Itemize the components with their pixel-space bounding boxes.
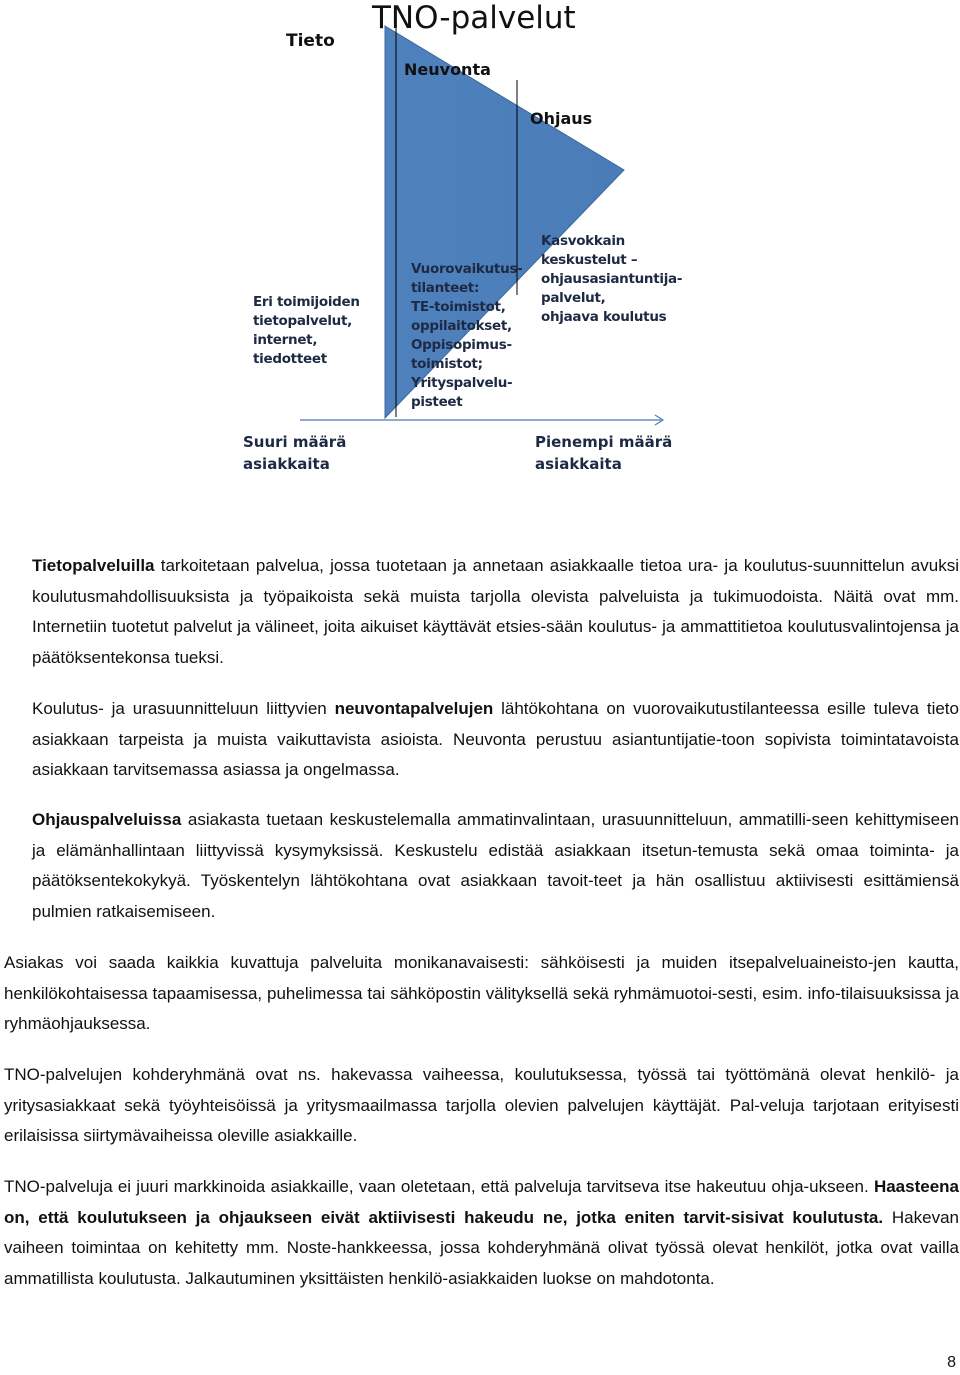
axis-line: Suuri määrä xyxy=(243,433,347,451)
column-line: tietopalvelut, xyxy=(253,313,352,329)
paragraph-text: Koulutus- ja urasuunnitteluun liittyvien xyxy=(32,699,335,718)
paragraph-text: tarkoitetaan palvelua, jossa tuotetaan ja annetaan asiakkaalle tietoa ura- ja koulutus-suunnittelun avuksi koulutusmahdollisuuksista ja työpaikoista sekä muista tarjolla olevista palveluista ja tukimuodoista. Näitä ovat mm. Internetiin tuotetut palvelut ja välineet, joita aikuiset käyttävät etsies-sään koulutus- ja ammattitietoa koulutusvalintojensa ja päätöksentekonsa tueksi. xyxy=(32,556,959,667)
figure-title: TNO-palvelut xyxy=(372,0,576,36)
axis-label-fewer-customers xyxy=(535,431,675,475)
column-line: TE-toimistot, xyxy=(411,299,506,315)
column-line: Yrityspalvelu- xyxy=(411,375,513,391)
axis-label-many-customers xyxy=(243,431,353,475)
column-line: toimistot; xyxy=(411,356,483,372)
column-line: tiedotteet xyxy=(253,351,327,367)
paragraph-text: Hakevan vaiheen toimintaa on kehitetty mm. Noste-hankkeessa, jossa kohderyhmänä olivat työssä olevat henkilöt, jotka ovat vailla ammatillista koulutusta. Jalkautuminen yksittäisten henkilö-asiakkaiden luokse on mahdotonta. xyxy=(4,1207,959,1288)
page-number: 8 xyxy=(947,1354,956,1371)
term-neuvontapalvelujen: neuvontapalvelujen xyxy=(334,699,494,718)
column-line: oppilaitokset, xyxy=(411,318,512,334)
column-line: pisteet xyxy=(411,394,463,410)
axis-line: asiakkaita xyxy=(243,455,330,473)
paragraph-ohjaus xyxy=(32,805,959,927)
level-label-tieto: Tieto xyxy=(286,31,335,51)
level-label-ohjaus: Ohjaus xyxy=(530,109,593,128)
term-ohjauspalveluissa: Ohjauspalveluissa xyxy=(32,810,182,829)
column-line: tilanteet: xyxy=(411,280,480,296)
axis-line: Pienempi määrä xyxy=(535,433,673,451)
column-line: ohjaava koulutus xyxy=(541,309,667,325)
column-line: keskustelut – xyxy=(541,252,638,268)
paragraph-text: lähtökohtana on vuorovaikutustilanteessa esille tuleva tieto asiakkaan tarpeista ja muista vaikuttavista asioista. Neuvonta perustuu asiantuntijatie-toon sopivista toimintatavoista asiakkaan tarvitsemassa asiassa ja ongelmassa. xyxy=(32,699,959,779)
term-tietopalveluilla: Tietopalveluilla xyxy=(32,556,155,575)
paragraph-target-groups xyxy=(4,1060,959,1152)
column-line: Kasvokkain xyxy=(541,233,625,249)
column-tieto-description xyxy=(253,293,393,369)
highlight-challenge: Haasteena on, että koulutukseen ja ohjaukseen eivät aktiivisesti hakeudu ne, jotka eniten tarvit-sisivat koulutusta. xyxy=(4,1177,959,1227)
column-line: Vuorovaikutus- xyxy=(411,261,523,277)
column-line: palvelut, xyxy=(541,290,606,306)
paragraph-neuvonta xyxy=(32,694,959,786)
paragraph-text: Asiakas voi saada kaikkia kuvattuja palveluita monikanavaisesti: sähköisesti ja muiden itsepalveluaineisto-jen kautta, henkilökohtaisessa tapaamisessa, puhelimessa tai sähköpostin välityksellä sekä ryhmämuotoi-sesti, esim. info-tilaisuuksissa ja ryhmäohjauksessa. xyxy=(4,953,959,1033)
column-line: Oppisopimus- xyxy=(411,337,512,353)
column-line: ohjausasiantuntija- xyxy=(541,271,683,287)
paragraph-text: asiakasta tuetaan keskustelemalla ammatinvalintaan, urasuunnitteluun, ammatilli-seen kehittymiseen ja elämänhallintaan liittyvissä kysymyksissä. Keskustelu edistää asiakkaan itsetun-temusta sekä omaa toiminta- ja päätöksentekokykyä. Työskentelyn lähtökohtana ovat asiakkaan tavoit-teet ja hän osallistuu aktiivisesti esittämiensä pulmien ratkaisemiseen. xyxy=(32,810,959,921)
column-line: Eri toimijoiden xyxy=(253,294,360,310)
paragraph-text: TNO-palvelujen kohderyhmänä ovat ns. hakevassa vaiheessa, koulutuksessa, työssä tai työttömänä olevat henkilö- ja yritysasiakkaat sekä työyhteisöissä ja yritysmaailmassa tarjolla olevien palvelujen käyttäjät. Pal-veluja tarjotaan erityisesti erilaisissa siirtymävaiheissa oleville asiakkaille. xyxy=(4,1065,959,1145)
paragraph-challenges xyxy=(4,1172,959,1294)
paragraph-channels xyxy=(4,948,959,1040)
column-ohjaus-description xyxy=(541,232,691,327)
paragraph-tietopalvelut xyxy=(32,551,959,673)
column-line: internet, xyxy=(253,332,318,348)
paragraph-text: TNO-palveluja ei juuri markkinoida asiakkaille, vaan oletetaan, että palveluja tarvitseva itse hakeutuu ohja-ukseen. xyxy=(4,1177,874,1196)
axis-line: asiakkaita xyxy=(535,455,622,473)
level-label-neuvonta: Neuvonta xyxy=(404,60,491,79)
column-neuvonta-description xyxy=(411,260,531,412)
